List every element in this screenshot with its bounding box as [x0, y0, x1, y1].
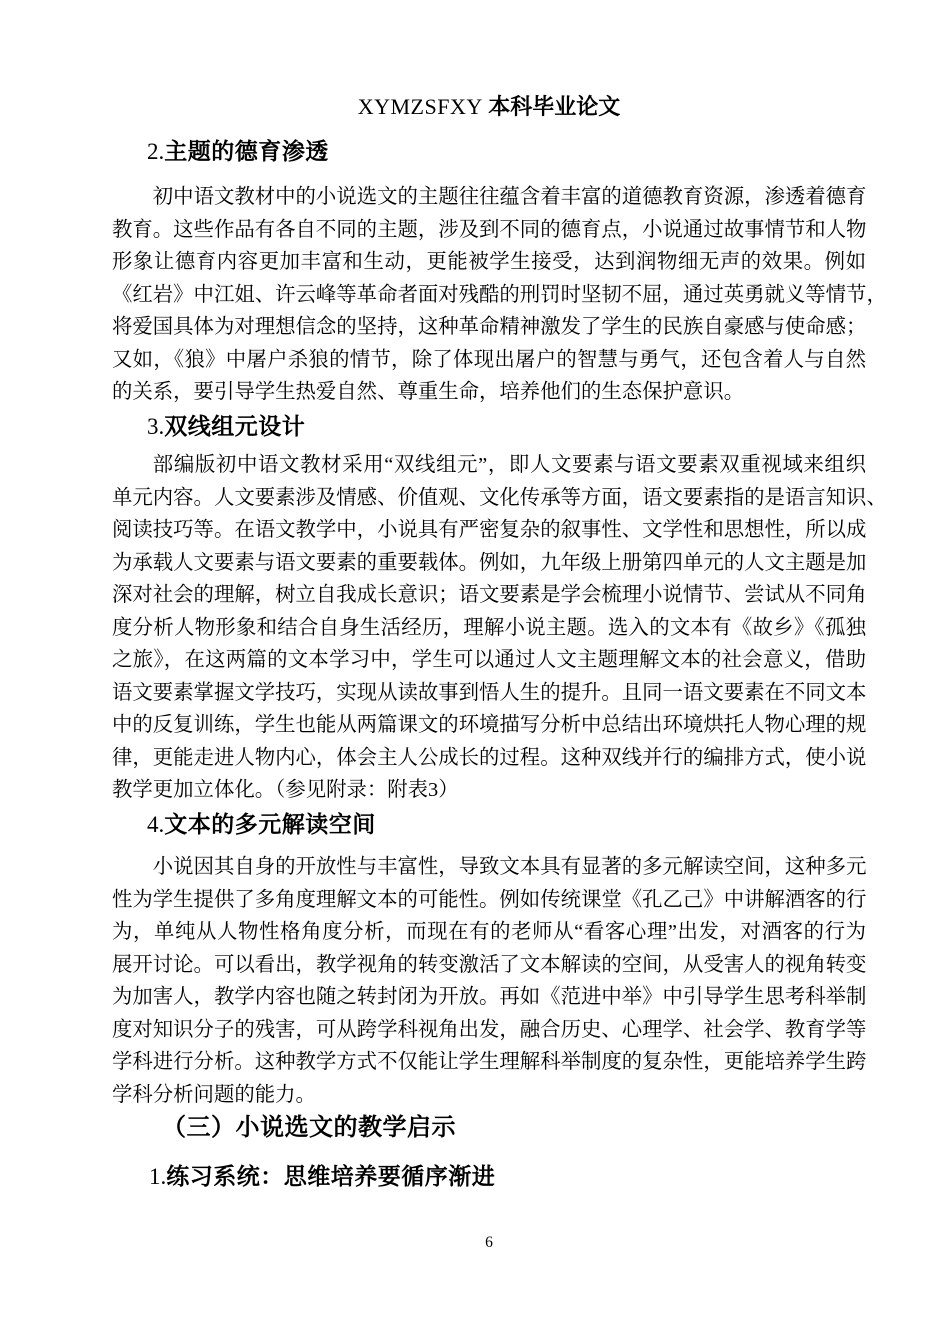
text-line: 律，更能走进人物内心，体会主人公成长的过程。这种双线并行的编排方式，使小说	[112, 746, 867, 769]
heading-text: 文本的多元解读空间	[164, 811, 376, 837]
text-line: 《红岩》中江姐、许云峰等革命者面对残酷的刑罚时坚韧不屈，通过英勇就义等情节，	[112, 283, 887, 306]
heading-number: 2.	[147, 139, 165, 164]
paragraph-moral-education	[112, 181, 887, 409]
text-line: 小说因其自身的开放性与丰富性，导致文本具有显著的多元解读空间，这种多元	[152, 856, 867, 878]
text-line: 为承载人文要素与语文要素的重要载体。例如，九年级上册第四单元的人文主题是加	[112, 551, 867, 574]
document-header	[112, 93, 866, 121]
heading-text: 练习系统：思维培养要循序渐进	[166, 1163, 496, 1189]
text-line: 学科进行分析。这种教学方式不仅能让学生理解科举制度的复杂性，更能培养学生跨	[112, 1051, 867, 1073]
header-title: 本科毕业论文	[488, 94, 621, 119]
text-line: 阅读技巧等。在语文教学中，小说具有严密复杂的叙事性、文学性和思想性，所以成	[112, 519, 867, 541]
text-line: 度对知识分子的残害，可从跨学科视角出发，融合历史、心理学、社会学、教育学等	[112, 1018, 867, 1041]
header-school-code: XYMZSFXY	[357, 94, 483, 119]
text-line: 度分析人物形象和结合自身生活经历，理解小说主题。选入的文本有《故乡》《孤独	[112, 616, 866, 639]
text-line: 展开讨论。可以看出，教学视角的转变激活了文本解读的空间，从受害人的视角转变	[112, 953, 867, 976]
heading-dual-line-design	[147, 411, 867, 442]
heading-number: 4.	[147, 812, 165, 837]
text-line: 又如，《狼》中屠户杀狼的情节，除了体现出屠户的智慧与勇气，还包含着人与自然	[112, 348, 866, 371]
heading-number: 1.	[149, 1164, 167, 1189]
heading-multi-interpretation	[147, 809, 867, 840]
heading-number: 3.	[147, 414, 165, 439]
heading-moral-education	[147, 136, 867, 167]
text-line: 形象让德育内容更加丰富和生动，更能被学生接受，达到润物细无声的效果。例如	[112, 251, 866, 273]
text-line: 单元内容。人文要素涉及情感、价值观、文化传承等方面，语文要素指的是语言知识、	[112, 486, 887, 509]
text-line: 部编版初中语文教材采用“双线组元”，即人文要素与语文要素双重视域来组织	[152, 454, 866, 476]
text-line: 将爱国具体为对理想信念的坚持，这种革命精神激发了学生的民族自豪感与使命感；	[112, 316, 867, 338]
paragraph-dual-line-design	[112, 449, 887, 807]
heading-practice-system	[149, 1161, 869, 1192]
heading-text: 双线组元设计	[164, 413, 306, 439]
text-line: 的关系，要引导学生热爱自然、尊重生命，培养他们的生态保护意识。	[112, 381, 745, 403]
page-number: 6	[485, 1234, 493, 1251]
text-line: 为加害人，教学内容也随之转封闭为开放。再如《范进中举》中引导学生思考科举制	[112, 986, 867, 1008]
text-line: 为，单纯从人物性格角度分析，而现在有的老师从“看客心理”出发，对酒客的行为	[112, 921, 866, 943]
heading-teaching-implications: （三）小说选文的教学启示	[162, 1114, 456, 1141]
text-line: 中的反复训练，学生也能从两篇课文的环境描写分析中总结出环境烘托人物心理的规	[112, 714, 867, 736]
text-line: 教育。这些作品有各自不同的主题，涉及到不同的德育点，小说通过故事情节和人物	[112, 218, 867, 241]
text-line: 性为学生提供了多角度理解文本的可能性。例如传统课堂《孔乙己》中讲解酒客的行	[112, 888, 867, 911]
heading-text: 主题的德育渗透	[164, 138, 329, 164]
text-line: 初中语文教材中的小说选文的主题往往蕴含着丰富的道德教育资源，渗透着德育	[152, 186, 867, 208]
paragraph-multi-interpretation	[112, 851, 866, 1111]
text-line: 学科分析问题的能力。	[112, 1083, 316, 1106]
text-line: 教学更加立体化。（参见附录：附表3）	[112, 779, 459, 801]
text-line: 深对社会的理解，树立自我成长意识；语文要素是学会梳理小说情节、尝试从不同角	[112, 584, 867, 606]
text-line: 语文要素掌握文学技巧，实现从读故事到悟人生的提升。且同一语文要素在不同文本	[112, 681, 867, 704]
text-line: 之旅》，在这两篇的文本学习中，学生可以通过人文主题理解文本的社会意义，借助	[112, 649, 866, 671]
